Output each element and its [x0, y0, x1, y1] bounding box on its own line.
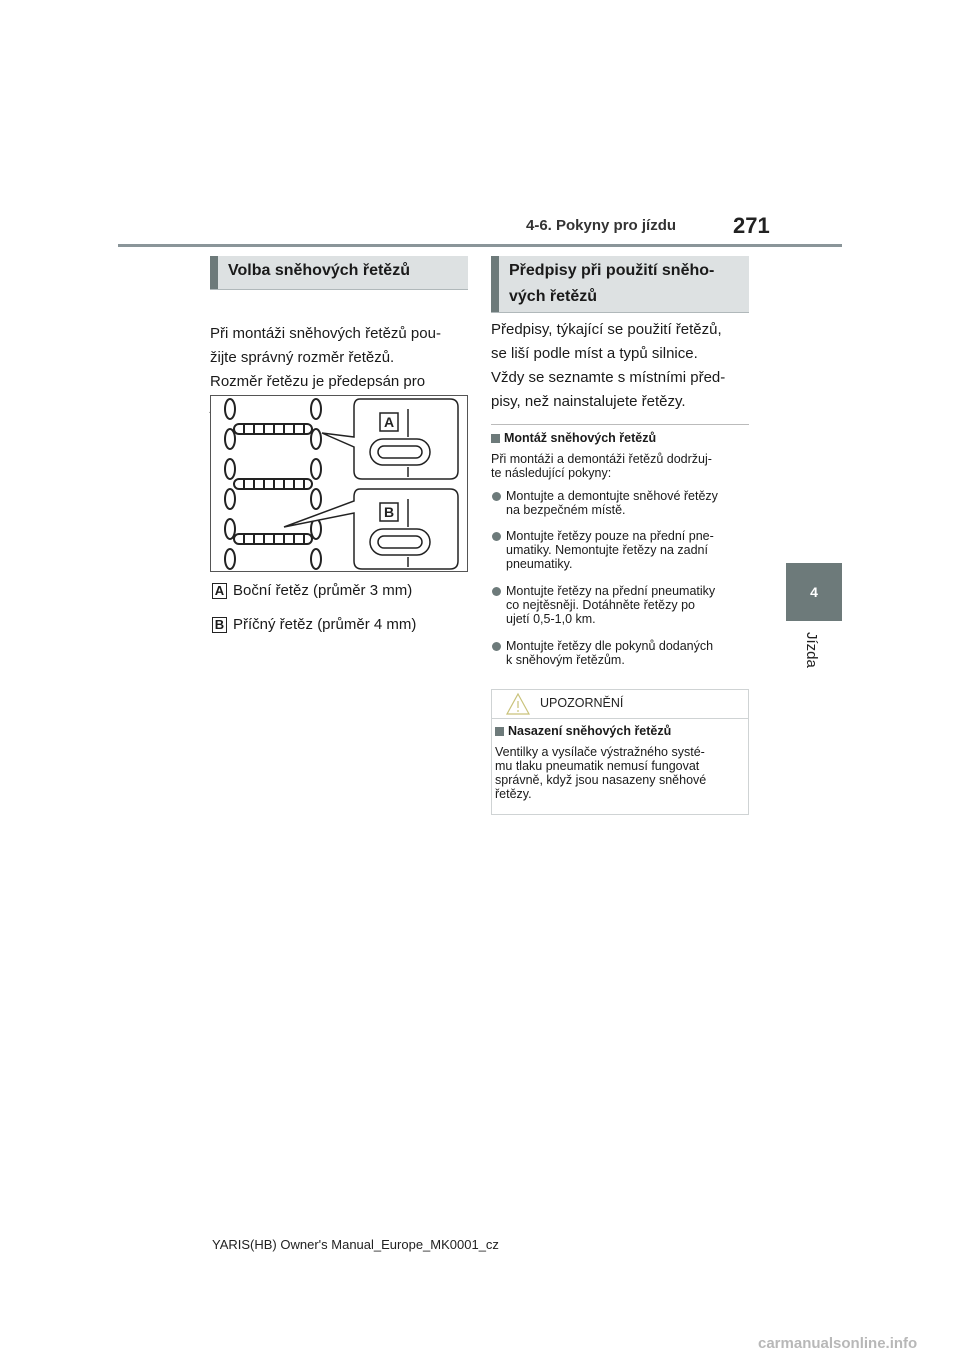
warning-line: správně, když jsou nasazeny sněhové [495, 773, 707, 787]
bullet-item [491, 584, 749, 626]
figure-label-a: A [383, 414, 395, 430]
mounting-title [491, 431, 656, 445]
divider [491, 424, 749, 425]
bullet-line: Montujte řetězy pouze na přední pne- [506, 529, 714, 543]
watermark: carmanualsonline.info [758, 1335, 918, 1352]
bullet-item [491, 529, 749, 571]
body-line: se liší podle míst a typů silnice. [491, 345, 698, 362]
warning-body [495, 745, 745, 801]
page-number: 271 [733, 213, 770, 238]
chapter-label-text: Jízda [803, 632, 820, 668]
legend-item [212, 616, 416, 633]
warning-line: Ventilky a vysílače výstražného systé- [495, 745, 705, 759]
intro-line: te následující pokyny: [491, 466, 612, 480]
heading-rule [491, 312, 749, 313]
legend-key: B [212, 617, 227, 633]
warning-title: UPOZORNĚNÍ [540, 696, 624, 710]
right-section-heading [491, 256, 749, 312]
bullet-line: k sněhovým řetězům. [506, 653, 625, 667]
intro-line: Při montáži a demontáži řetězů dodržuj- [491, 452, 712, 466]
warning-subtitle-text: Nasazení sněhových řetězů [508, 724, 672, 738]
bullet-line: ujetí 0,5-1,0 km. [506, 612, 596, 626]
heading-line: Předpisy při použití sněho- [509, 262, 715, 279]
legend-key: A [212, 583, 227, 599]
legend-text: Příčný řetěz (průměr 4 mm) [233, 616, 417, 633]
body-line: Vždy se seznamte s místními před- [491, 369, 726, 386]
legend-text: Boční řetěz (průměr 3 mm) [233, 582, 413, 599]
warning-triangle-icon [505, 692, 531, 716]
bullet-line: Montujte řetězy na přední pneumatiky [506, 584, 716, 598]
figure-label-b: B [383, 504, 395, 520]
warning-line: řetězy. [495, 787, 532, 801]
body-line: pisy, než nainstalujete řetězy. [491, 393, 686, 410]
warning-line: mu tlaku pneumatik nemusí fungovat [495, 759, 700, 773]
chapter-tab [786, 563, 842, 621]
section-header: 4-6. Pokyny pro jízdu [526, 217, 677, 234]
body-line: Rozměr řetězu je předepsán pro [210, 373, 426, 390]
bullet-line: pneumatiky. [506, 557, 573, 571]
legend-item [212, 582, 412, 599]
snow-chain-figure [210, 395, 468, 572]
bullet-item [491, 639, 749, 667]
bullet-line: umatiky. Nemontujte řetězy na zadní [506, 543, 708, 557]
square-bullet-icon [495, 727, 504, 736]
square-bullet-icon [491, 434, 500, 443]
heading-line: vých řetězů [509, 288, 598, 305]
bullet-line: Montujte a demontujte sněhové řetězy [506, 489, 718, 503]
bullet-line: Montujte řetězy dle pokynů dodaných [506, 639, 714, 653]
mounting-intro [491, 452, 749, 480]
left-section-heading: Volba sněhových řetězů [210, 256, 468, 290]
body-line: Při montáži sněhových řetězů pou- [210, 325, 441, 342]
warning-subtitle [495, 724, 671, 738]
header-rule [118, 244, 842, 247]
bullet-line: co nejtěsněji. Dotáhněte řetězy po [506, 598, 696, 612]
heading-rule [210, 289, 468, 290]
bullet-line: na bezpečném místě. [506, 503, 626, 517]
bullet-item [491, 489, 749, 517]
body-line: žijte správný rozměr řetězů. [210, 349, 395, 366]
body-line: Předpisy, týkající se použití řetězů, [491, 321, 722, 338]
chapter-label [790, 628, 840, 688]
right-body-text [491, 318, 751, 414]
footer: YARIS(HB) Owner's Manual_Europe_MK0001_cz [212, 1237, 499, 1252]
mounting-title-text: Montáž sněhových řetězů [504, 431, 657, 445]
chapter-number: 4 [810, 584, 818, 600]
